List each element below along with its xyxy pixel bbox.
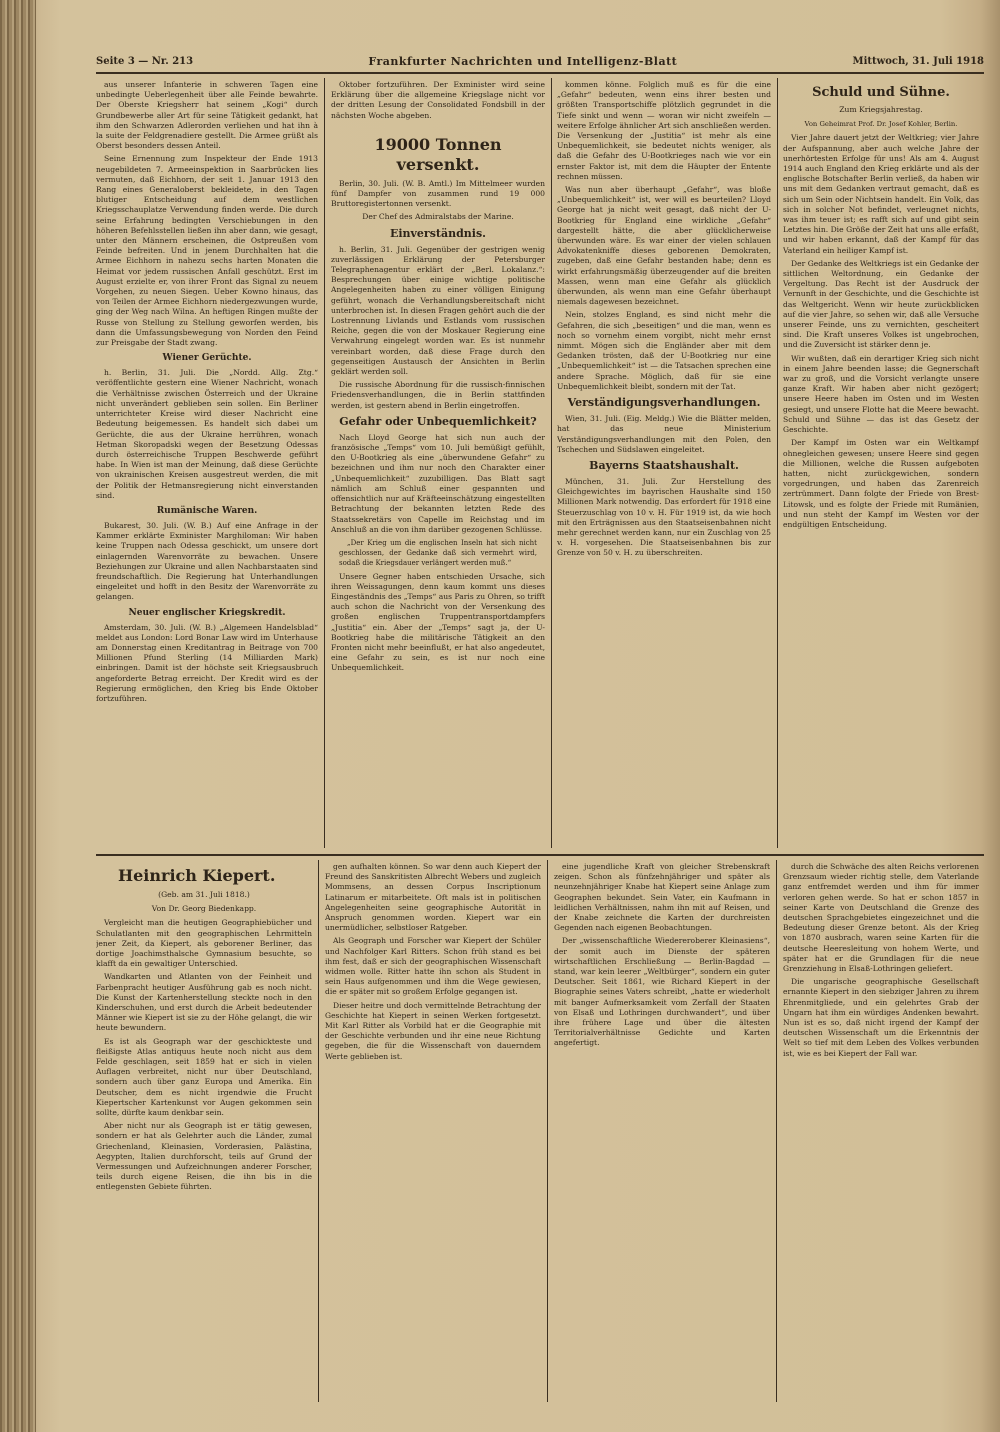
article-text: durch die Schwäche des alten Reichs verlorenen Grenzsaum wieder richtig stelle, dem Vaterlande ganz entfremdet werden und ihm für immer verloren gehen werde. So hat er schon 1857 in seiner Karte von Deutschland die Grenze des deutschen Sprachgebietes eingezeichnet und die Bedeutung dieser Grenze betont. Als der Krieg von 1870 ausbrach, waren seine Karten für die deutsche Heeresleitung von hohem Werte, und später hat er die Grundlagen für die neue Grenzziehung in Elsaß-Lothringen geliefert. [783, 862, 979, 974]
column-2 [331, 80, 545, 850]
headline-19000-tonnen: 19000 Tonnen versenkt. [374, 134, 502, 174]
masthead [96, 52, 984, 70]
masthead-rule [96, 72, 984, 74]
subheadline: (Geb. am 31. Juli 1818.) [158, 890, 250, 899]
article-text: München, 31. Juli. Zur Herstellung des Gleichgewichtes im bayrischen Haushalte sind 150 Millionen Mark notwendig. Das erfordert für 1918 eine Steuerzuschlag von 10 v. H. Für 1919 ist, da wie hoch mit den Erträgnissen aus den Staatseisenbahnen nicht mehr gerechnet werden kann, nur ein Zuschlag von 25 v. H. vorgesehen. Die Staatseisenbahnen bis zur Grenze von 50 v. H. zu überschreiten. [557, 476, 771, 558]
article-text: Es ist als Geograph war der geschickteste und fleißigste Atlas antiquus heute noch nicht aus dem Felde geschlagen, seit 1859 hat er sich in vielen Auflagen verbreitet, nicht nur über Deutschland, sondern auch über ganz Europa und Amerika. Ein Deutscher, dem es nicht irgendwie die Frucht Kiepertscher Kartenkunst vor Augen gekommen sein sollte, dürfte kaum denkbar sein. [96, 1036, 312, 1118]
article-text: Vergleicht man die heutigen Geographiebücher und Schulatlanten mit den geographischen Lehrmitteln jener Zeit, da Kiepert, als geborener Berliner, das dortige Joachimsthalsche Gymnasium besuchte, so klafft da ein gewaltiger Unterschied. [96, 918, 312, 969]
article-text: Wandkarten und Atlanten von der Feinheit und Farbenpracht heutiger Ausführung gab es noch nicht. Die Kunst der Kartenherstellung steckte noch in den Kinderschuhen, und erst durch die Arbeit bedeutender Männer wie Kiepert ist sie zu der Höhe gelangt, die wir heute bewundern. [96, 972, 312, 1033]
issue-date: Mittwoch, 31. Juli 1918 [852, 55, 984, 67]
article-text: Die ungarische geographische Gesellschaft ernannte Kiepert in den siebziger Jahren zu ihrem Ehrenmitgliede, und ein gelehrtes Grab der Ungarn hat ihm ein würdiges Andenken bewahrt. Nun ist es so, daß nicht irgend der Kampf der deutschen Wissenschaft um die Erkenntnis der Welt so tief mit dem Leben des Volkes verbunden ist, wie es bei Kiepert der Fall war. [783, 977, 979, 1058]
byline: Von Geheimrat Prof. Dr. Josef Kohler, Berlin. [804, 120, 958, 129]
article-text: kommen könne. Folglich muß es für die eine „Gefahr“ bedeuten, wenn eins ihrer besten und größten Transportschiffe plötzlich gegrundet in die Tiefe sinkt und wenn — woran wir nicht zweifeln — weitere Erfolge ähnlicher Art sich anschließen werden. Die Versenkung der „Justitia“ ist mehr als eine Unbequemlichkeit, sie bedeutet nichts weniger, als daß die Gefahr des U-Bootkrieges nach wie vor ein ernster Faktor ist, mit dem die Häupter der Entente rechnen müssen. [557, 80, 771, 181]
newspaper-title: Frankfurter Nachrichten und Intelligenz-Blatt [368, 54, 678, 68]
headline-einverstaendnis: Einverständnis. [389, 226, 487, 240]
page-number: Seite 3 — Nr. 213 [96, 55, 194, 67]
kiepert-column-1 [96, 862, 312, 1402]
article-signature: Der Chef des Admiralstabs der Marine. [362, 212, 514, 222]
article-text: gen aufhalten können. So war denn auch Kiepert der Freund des Sanskritisten Albrecht Webers und zugleich Mommsens, an dessen Corpus Inscriptionum Latinarum er mitarbeitete. Oft mals ist in politischen Angelegenheiten seine geographische Autorität in Anspruch genommen worden. Kiepert war ein unermüdlicher, selbstloser Ratgeber. [325, 862, 541, 933]
article-quote: „Der Krieg um die englischen Inseln hat sich nicht geschlossen, der Gedanke daß sich vermehrt wird, sodaß die Kriegsdauer verlängert werden muß.“ [339, 538, 537, 568]
article-text: Aber nicht nur als Geograph ist er tätig gewesen, sondern er hat als Gelehrter auch die Länder, zumal Griechenland, Kleinasien, Vorderasien, Palästina, Aegypten, Italien durchforscht, teils auf Grund der Vermessungen und Aufzeichnungen anderer Forscher, teils durch eigene Reisen, die ihn bis in die entlegensten Gebiete führten. [96, 1121, 312, 1192]
article-text: Berlin, 30. Juli. (W. B. Amtl.) Im Mittelmeer wurden fünf Dampfer von zusammen rund 19 000 Bruttoregistertonnen versenkt. [331, 178, 545, 209]
headline-gefahr-oder-unbequemlichkeit: Gefahr oder Unbequemlichkeit? [339, 414, 537, 428]
column-rule [318, 860, 319, 1402]
column-1 [96, 80, 318, 850]
headline-verstaendigungsverhandlungen: Verständigungsverhandlungen. [567, 396, 761, 410]
article-text: Wir wußten, daß ein derartiger Krieg sich nicht in einem Jahre beenden lasse; die Gegnerschaft war zu groß, und die Vorsicht verlangte unsere ganze Kraft. Wir haben aber nicht gezögert; unsere Heere haben im Osten und im Westen gesiegt, und unsere Flotte hat die Meere bewacht. Schuld und Sühne — das ist das Gesetz der Geschichte. [783, 353, 979, 435]
column-rule [776, 860, 777, 1402]
section-rule [96, 854, 984, 856]
article-text: Der Kampf im Osten war ein Weltkampf ohnegleichen gewesen; unsere Heere sind gegen die Millionen, welche die Russen aufgeboten hatten, nicht zurückgewichen, sondern vorgedrungen, und haben das Zarenreich zertrümmert. Dann folgte der Friede von Brest-Litowsk, und es folgte der Friede mit Rumänien, und nun steht der Kampf im Westen vor der endgültigen Entscheidung. [783, 438, 979, 529]
article-text: Als Geograph und Forscher war Kiepert der Schüler und Nachfolger Karl Ritters. Schon früh stand es bei ihm fest, daß er sich der geographischen Wissenschaft widmen wolle. Ritter hatte ihn schon als Student in sein Haus aufgenommen und ihm die Wege gewiesen, die er später mit so großem Erfolge gegangen ist. [325, 936, 541, 997]
headline-wiener-geruechte: Wiener Gerüchte. [162, 353, 252, 364]
headline-bayerns-staatshaushalt: Bayerns Staatshaushalt. [589, 458, 739, 472]
column-3 [557, 80, 771, 850]
column-4 [783, 80, 979, 850]
kiepert-column-3 [554, 862, 770, 1402]
headline-schuld-und-suehne: Schuld und Sühne. [812, 85, 950, 100]
column-rule [324, 78, 325, 848]
subheadline: Zum Kriegsjahrestag. [839, 105, 923, 114]
article-text: Der „wissenschaftliche Wiedereroberer Kleinasiens“, der somit auch im Dienste der späteren wirtschaftlichen Erschließung — Berlin-Bagdad — stand, war kein leerer „Weltbürger“, sondern ein guter Deutscher. Seit 1861, wie Richard Kiepert in der Biographie seines Vaters schreibt, „hatte er wiederholt mit banger Aufmerksamkeit vom Zerfall der Staaten von Elsaß und Lothringen durchwandert“, und über ihre frühere Lage und über die ältesten Territorialverhältnisse Gedichte und Karten angefertigt. [554, 936, 770, 1048]
article-text: Die russische Abordnung für die russisch-finnischen Friedensverhandlungen, die in Berlin stattfinden werden, ist gestern abend in Berlin eingetroffen. [331, 380, 545, 410]
article-text: h. Berlin, 31. Juli. Gegenüber der gestrigen wenig zuverlässigen Erklärung der Petersburger Telegraphenagentur erklärt der „Berl. Lokalanz.“: Besprechungen über einige wichtige politische Angelegenheiten haben zu einer völligen Einigung geführt, wonach die Verhandlungsbereitschaft nicht unterbrochen ist. In diesen Fragen gehört auch die der Lostrennung Livlands und Estlands vom russischen Reiche, gegen die von der Moskauer Regierung eine Verwahrung eingelegt worden war. Es ist nunmehr vereinbart worden, daß diese Frage durch den gegenseitigen Austausch der Ansichten in Berlin geklärt werden soll. [331, 244, 545, 377]
kiepert-column-2 [325, 862, 541, 1402]
article-text: Nach Lloyd George hat sich nun auch der französische „Temps“ vom 10. Juli bemüßigt gefühlt, den U-Bootkrieg als eine „überwundene Gefahr“ zu bezeichnen und ihm nur noch den Charakter einer „Unbequemlichkeit“ zuzubilligen. Das Blatt sagt nämlich am Schluß einer gespannten und offensichtlich nur auf Kräfteeinschätzung eingestellten Betrachtung der bekannten letzten Rede des Staatssekretärs von Capelle im Reichstag und im Anschluß an die von ihm darüber gezogenen Schlüsse. [331, 432, 545, 534]
article-text: Vier Jahre dauert jetzt der Weltkrieg; vier Jahre der Aufspannung, aber auch welche Jahre der unerhörtesten Erfolge für uns! Als am 4. August 1914 auch England den Krieg erklärte und als der englische Botschafter Berlin verließ, da haben wir uns mit dem Gedanken vertraut gemacht, daß es sich um Sein oder Nichtsein handelt. Ein Volk, das sich in solcher Not befindet, verleugnet nichts, was ihm teuer ist; es rafft sich auf und gibt sein Letztes hin. Die Größe der Zeit hat uns alle erfaßt, und wir haben erkannt, daß der Kampf für das Vaterland ein heiliger Kampf ist. [783, 133, 979, 255]
byline: Von Dr. Georg Biedenkapp. [151, 904, 257, 914]
article-text: h. Berlin, 31. Juli. Die „Nordd. Allg. Ztg.“ veröffentlichte gestern eine Wiener Nachricht, wonach die Verhältnisse zwischen Österreich und der Ukraine nicht unverändert geblieben sein sollen. Ein Berliner unterrichteter Kreise wird dieser Nachricht eine Bedeutung beigemessen. Es handelt sich dabei um Gerüchte, die aus der Ukraine herrühren, wonach Hetman Skoropadski wegen der Besetzung Odessas durch österreichische Truppen Beschwerde geführt habe. In Wien ist man der Meinung, daß diese Gerüchte von ukrainischen Kreisen ausgestreut werden, die mit der Politik der Hetmansregierung nicht einverstanden sind. [96, 368, 318, 500]
headline-kriegskredit: Neuer englischer Kriegskredit. [128, 607, 286, 618]
headline-rumaenische-waren: Rumänische Waren. [156, 505, 258, 516]
column-rule [777, 78, 778, 848]
kiepert-column-4 [783, 862, 979, 1402]
headline-heinrich-kiepert: Heinrich Kiepert. [118, 866, 276, 885]
article-text: Was nun aber überhaupt „Gefahr“, was bloße „Unbequemlichkeit“ ist, wer will es beurteilen? Lloyd George hat ja nicht weit gesagt, daß nicht der U-Bootkrieg für England eine wirkliche „Gefahr“ dargestellt hätte, die aber glücklicherweise überwunden wäre. Es war einer der vielen schlauen Advokatenkniffe dieses geborenen Demokraten, zugeben, daß eine Gefahr bestanden habe; denn es wirkt erfahrungsmäßig überzeugender auf die breiten Massen, wenn man eine Gefahr als glücklich überwunden, als wenn man eine Gefahr überhaupt niemals dagewesen bezeichnet. [557, 185, 771, 307]
article-text: Wien, 31. Juli. (Eig. Meldg.) Wie die Blätter melden, hat das neue Ministerium Verständigungsverhandlungen mit den Polen, den Tschechen und Südslawen eingeleitet. [557, 414, 771, 454]
article-text: Unsere Gegner haben entschieden Ursache, sich ihren Weissagungen, denn kaum kommt uns dieses Eingeständnis des „Temps“ aus Paris zu Ohren, so trifft auch schon die Nachricht von der Versenkung des großen englischen Truppentransportdampfers „Justitia“ ein. Aber der „Temps“ sagt ja, der U-Bootkrieg habe die militärische Tätigkeit an den Fronten nicht mehr beeinflußt, er hat also angedeutet, eine Gefahr zu sein, es ist nur noch eine Unbequemlichkeit. [331, 571, 545, 673]
article-text: eine jugendliche Kraft von gleicher Strebenskraft zeigen. Schon als fünfzehnjähriger und später als neunzehnjähriger Knabe hat Kiepert seine Anlage zum Geographen bekundet. Sein Vater, ein Kaufmann in leidlichen Verhältnissen, nahm ihn mit auf Reisen, und der Knabe zeichnete die Karten der durchreisten Gegenden nach eigenen Beobachtungen. [554, 862, 770, 933]
article-text: Oktober fortzuführen. Der Exminister wird seine Erklärung über die allgemeine Kriegslage nicht vor der dritten Lesung der Consolidated Fondsbill in der nächsten Woche abgeben. [331, 80, 545, 120]
article-text: Der Gedanke des Weltkriegs ist ein Gedanke der sittlichen Weltordnung, ein Gedanke der Vergeltung. Das Recht ist der Ausdruck der Vernunft in der Geschichte, und die Geschichte ist das Weltgericht. Wenn wir heute zurückblicken auf die vier Jahre, so sehen wir, daß alle Versuche unserer Feinde, uns zu vernichten, gescheitert sind. Die Kraft unseres Volkes ist ungebrochen, und die Zuversicht ist stärker denn je. [783, 258, 979, 350]
article-text: Bukarest, 30. Juli. (W. B.) Auf eine Anfrage in der Kammer erklärte Exminister Marghiloman: Wir haben keine Truppen nach Odessa geschickt, um unsere dort einlagernden Warenvorräte zu bewachen. Unsere Beziehungen zur Ukraine und allen Nachbarstaaten sind freundschaftlich. Die Regierung hat Unterhandlungen eingeleitet und hofft in den Besitz der Warenvorräte zu gelangen. [96, 520, 318, 602]
column-rule [551, 78, 552, 848]
article-text: Amsterdam, 30. Juli. (W. B.) „Algemeen Handelsblad“ meldet aus London: Lord Bonar Law wird im Unterhause am Donnerstag einen Kreditantrag in Beitrage von 700 Millionen Pfund Sterling (14 Milliarden Mark) einbringen. Damit ist der höchste seit Kriegsausbruch angeforderte Betrag erreicht. Der Kredit wird es der Regierung ermöglichen, den Krieg bis Ende Oktober fortzuführen. [96, 622, 318, 703]
article-text: aus unserer Infanterie in schweren Tagen eine unbedingte Ueberlegenheit über alle Feinde bewahrte. Der Oberste Kriegsherr hat seinem „Kogi“ durch Grundbewerbe aller Art für seine Tätigkeit gedankt, hat ihm den Schwarzen Adlerorden verliehen und hat ihn à la suite der Feldgrenadiere gestellt. Die Armee grüßt als Oberst besonders dessen Anteil. [96, 80, 318, 151]
article-text: Dieser heitre und doch vermittelnde Betrachtung der Geschichte hat Kiepert in seinen Werken fortgesetzt. Mit Karl Ritter als Vorbild hat er die Geographie mit der Geschichte verbunden und ihr eine neue Richtung gegeben, die für die Wissenschaft von dauerndem Werte geblieben ist. [325, 1000, 541, 1061]
article-text: Nein, stolzes England, es sind nicht mehr die Gefahren, die sich „beseitigen“ und die man, wenn es noch so vornehm einem vorgibt, nicht mehr ernst nimmt. Mögen sich die Engländer aber mit dem Gedanken trösten, daß der U-Bootkrieg nur eine „Unbequemlichkeit“ ist — die Tatsachen sprechen eine andere Sprache. Möglich, daß für sie eine Unbequemlichkeit bleibt, sondern mit der Tat. [557, 310, 771, 391]
article-text: Seine Ernennung zum Inspekteur der Ende 1913 neugebildeten 7. Armeeinspektion in Saarbrücken lies vermuten, daß Eichhorn, der seit 1. Januar 1913 den Rang eines Generaloberst bekleidete, in den Tagen blutiger Entscheidung auf dem westlichen Kriegsschauplatze Verwendung finden werde. Die durch seine Erfahrung bedingten Verschiebungen in den höheren Befehlsstellen ließen ihn aber dann, wie gesagt, unter den Männern erscheinen, die Ostpreußen vom Feinde befreiten. Und in jenem Durchhalten hat die Armee Eichhorn in nahezu sechs harten Monaten die Heimat vor jedem russischen Anfall geschützt. Erst im August erzielte er, von ihrer Front das Signal zu neuem Vorgehen, zu neuen Siegen. Ueber Kowno hinaus, das von Teilen der Armee Eichhorn niedergezwungen wurde, ging der Weg nach Wilna. An heftigen Ringen mußte der Russe von Stellung zu Stellung geworfen werden, bis dann die Umfassungsbewegung von Norden den Feind zur Preisgabe der Stadt zwang. [96, 154, 318, 348]
book-binding [0, 0, 36, 1432]
column-rule [547, 860, 548, 1402]
